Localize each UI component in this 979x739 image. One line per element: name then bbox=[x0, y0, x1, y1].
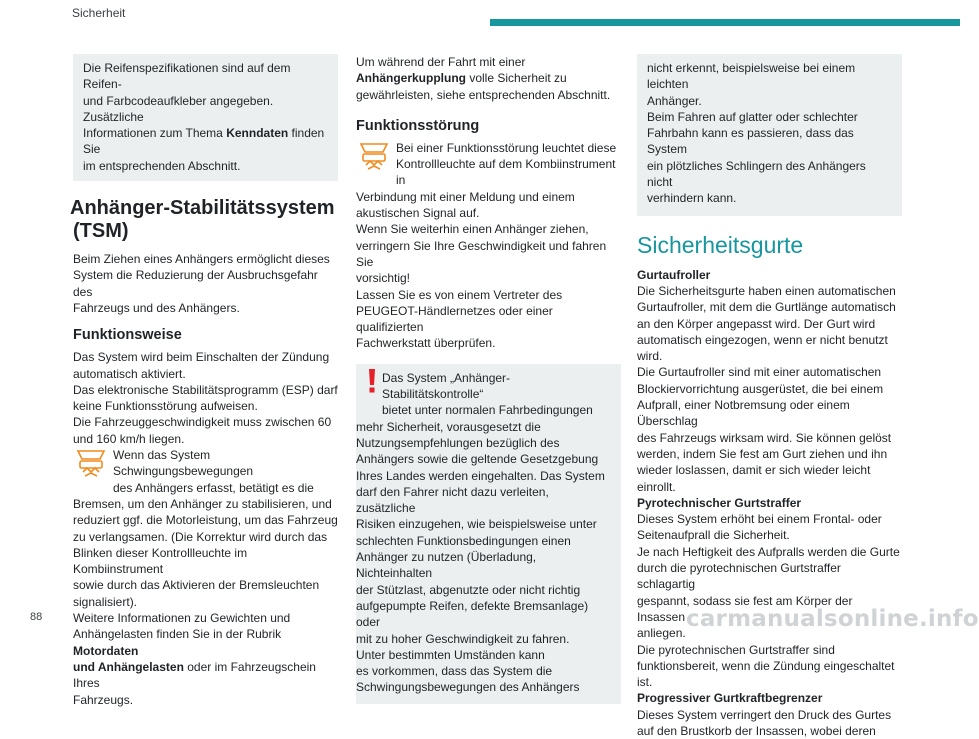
paragraph-line: automatisch aktiviert. bbox=[73, 366, 186, 381]
paragraph-line: akustischen Signal auf. bbox=[356, 206, 480, 221]
paragraph-line: Seitenaufprall die Sicherheit. bbox=[637, 528, 790, 543]
paragraph-line: Je nach Heftigkeit des Aufpralls werden die Gurte bbox=[637, 544, 900, 559]
column-right bbox=[637, 54, 902, 739]
warning-line: Anhängers sowie die geltende Gesetzgebung bbox=[356, 452, 599, 467]
paragraph-line: Weitere Informationen zu Gewichten und bbox=[73, 611, 291, 626]
paragraph-line: signalisiert). bbox=[73, 594, 138, 609]
paragraph-line: automatisch eingezogen, wenn er nicht benutzt wird. bbox=[637, 332, 888, 364]
paragraph-line: Das System wird beim Einschalten der Zündung bbox=[73, 350, 330, 365]
paragraph-line: wieder loslassen, damit er sich wieder leicht einrollt. bbox=[637, 463, 871, 494]
bold-ref: Motordaten bbox=[73, 643, 139, 658]
note-line: Fahrbahn kann es passieren, dass das System bbox=[647, 126, 854, 157]
paragraph-line: vorsichtig! bbox=[356, 271, 411, 286]
note-line: Anhänger. bbox=[647, 93, 702, 108]
paragraph-line: Verbindung mit einer Meldung und einem bbox=[356, 189, 575, 204]
paragraph-line: Aufprall, einer Notbremsung oder einem Überschlag bbox=[637, 398, 850, 429]
paragraph-line: Lassen Sie es von einem Vertreter des bbox=[356, 287, 563, 302]
note-line bbox=[83, 125, 328, 158]
note-bold-ref: Kenndaten bbox=[226, 126, 289, 141]
paragraph-line: Die Gurtaufroller sind mit einer automatischen bbox=[637, 365, 882, 380]
warning-line: schlechten Funktionsbedingungen einen bbox=[356, 533, 571, 548]
subheading-gurtkraftbegrenzer: Progressiver Gurtkraftbegrenzer bbox=[637, 691, 823, 706]
bold-ref: und Anhängelasten bbox=[73, 659, 184, 674]
paragraph-line: Kontrollleuchte auf dem Kombiinstrument in bbox=[396, 157, 616, 188]
paragraph-line: auf den Brustkorb der Insassen, wobei deren bbox=[637, 723, 876, 738]
note-text: finden Sie bbox=[83, 126, 325, 157]
paragraph-line: und 160 km/h liegen. bbox=[73, 431, 185, 446]
subheading-gurtstraffer: Pyrotechnischer Gurtstraffer bbox=[637, 495, 802, 510]
warning-line: Nutzungsempfehlungen bezüglich des bbox=[356, 435, 560, 450]
paragraph-line: Die pyrotechnischen Gurtstraffer sind bbox=[637, 642, 835, 657]
paragraph-line: Gurtaufroller, mit dem die Gurtlänge automatisch bbox=[637, 300, 896, 315]
subheading-gurtaufroller: Gurtaufroller bbox=[637, 267, 711, 282]
paragraph-line: Bremsen, um den Anhänger zu stabilisieren, und bbox=[73, 496, 332, 511]
note-line: nicht erkennt, beispielsweise bei einem leichten bbox=[647, 61, 856, 92]
paragraph-line: Blinken dieser Kontrollleuchte im Kombiinstrument bbox=[73, 545, 248, 577]
note-text: Informationen zum Thema bbox=[83, 126, 227, 141]
text: oder im Fahrzeugschein Ihres bbox=[73, 659, 316, 691]
bold-ref: Anhängerkupplung bbox=[356, 71, 466, 86]
paragraph-line: gespannt, sodass sie fest am Körper der Insassen bbox=[637, 593, 853, 624]
title-line: (TSM) bbox=[73, 220, 129, 243]
paragraph-line: Wenn Sie weiterhin einen Anhänger ziehen, bbox=[356, 222, 589, 237]
paragraph-line: an den Körper angepasst wird. Der Gurt wird bbox=[637, 316, 876, 331]
paragraph-line bbox=[73, 626, 338, 659]
paragraph-line bbox=[356, 70, 621, 86]
paragraph-line: Wenn das System Schwingungsbewegungen bbox=[113, 448, 254, 479]
paragraph-line: Das elektronische Stabilitätsprogramm (ESP) darf bbox=[73, 382, 338, 397]
paragraph-line: Bei einer Funktionsstörung leuchtet diese bbox=[396, 140, 617, 155]
warning-line: darf den Fahrer nicht dazu verleiten, zusätzliche bbox=[356, 484, 549, 516]
paragraph-line: Fachwerkstatt überprüfen. bbox=[356, 336, 496, 351]
note-line: verhindern kann. bbox=[647, 191, 737, 206]
column-middle bbox=[356, 54, 621, 704]
paragraph-line: Dieses System verringert den Druck des Gurtes bbox=[637, 707, 892, 722]
warning-line: mit zu hoher Geschwindigkeit zu fahren. bbox=[356, 631, 570, 646]
warning-line: Schwingungsbewegungen des Anhängers bbox=[356, 680, 580, 695]
paragraph-line: reduziert ggf. die Motorleistung, um das Fahrzeug bbox=[73, 513, 338, 528]
watermark-text: carmanualsonline.info bbox=[686, 606, 979, 632]
note-line: ein plötzliches Schlingern des Anhängers nicht bbox=[647, 158, 866, 190]
paragraph-line: Fahrzeugs. bbox=[73, 692, 134, 707]
warning-line: Das System „Anhänger-Stabilitätskontrolle“ bbox=[382, 370, 511, 402]
paragraph-line: gewährleisten, siehe entsprechenden Abschnitt. bbox=[356, 87, 611, 102]
section-title-sicherheitsgurte: Sicherheitsgurte bbox=[637, 231, 804, 258]
column-left bbox=[70, 54, 338, 708]
paragraph-line: anliegen. bbox=[637, 626, 686, 641]
paragraph-line: durch die pyrotechnischen Gurtstraffer schlagartig bbox=[637, 561, 841, 592]
page-section-title: Sicherheit bbox=[72, 6, 126, 20]
text: volle Sicherheit zu bbox=[466, 71, 567, 86]
section-title-tsm bbox=[70, 197, 338, 243]
fault-indicator-paragraph bbox=[356, 140, 621, 189]
paragraph-line: Um während der Fahrt mit einer bbox=[356, 55, 526, 69]
warning-line: Unter bestimmten Umständen kann bbox=[356, 647, 545, 662]
text: Anhängelasten finden Sie in der Rubrik bbox=[73, 627, 282, 642]
warning-line: mehr Sicherheit, vorausgesetzt die bbox=[356, 419, 541, 434]
warning-line: der Stützlast, abgenutzte oder nicht richtig bbox=[356, 582, 581, 597]
subheading-funktionsstoerung: Funktionsstörung bbox=[356, 117, 480, 134]
paragraph-line: zu verlangsamen. (Die Korrektur wird durch das bbox=[73, 529, 328, 544]
paragraph-line: funktionsbereit, wenn die Zündung eingeschaltet ist. bbox=[637, 658, 895, 690]
paragraph-line: PEUGEOT-Händlernetzes oder einer qualifizierten bbox=[356, 303, 553, 335]
tire-info-note bbox=[73, 54, 338, 181]
header-accent-bar bbox=[490, 19, 960, 26]
page-number: 88 bbox=[30, 611, 43, 623]
warning-line: bietet unter normalen Fahrbedingungen bbox=[382, 403, 593, 418]
paragraph-line: keine Funktionsstörung aufweisen. bbox=[73, 399, 258, 414]
paragraph-line: Beim Ziehen eines Anhängers ermöglicht dieses bbox=[73, 252, 330, 267]
paragraph-line: werden, indem Sie fest am Gurt ziehen und ihn bbox=[637, 446, 888, 461]
paragraph-line: Blockiervorrichtung ausgerüstet, die bei einem bbox=[637, 381, 884, 396]
paragraph-line: System die Reduzierung der Ausbruchsgefahr des bbox=[73, 268, 318, 299]
paragraph-line: Dieses System erhöht bei einem Frontal- oder bbox=[637, 512, 882, 527]
tsm-indicator-paragraph bbox=[73, 447, 338, 496]
note-line: Beim Fahren auf glatter oder schlechter bbox=[647, 109, 858, 124]
paragraph-line bbox=[73, 659, 338, 692]
paragraph-line: sowie durch das Aktivieren der Bremsleuchten bbox=[73, 578, 320, 593]
exclamation-warning-icon bbox=[364, 368, 380, 394]
note-line: Die Reifenspezifikationen sind auf dem Reifen- bbox=[83, 61, 291, 92]
warning-line: Ihres Landes werden eingehalten. Das System bbox=[356, 468, 605, 483]
paragraph-line: des Anhängers erfasst, betätigt es die bbox=[113, 480, 314, 495]
note-line: im entsprechenden Abschnitt. bbox=[83, 158, 241, 173]
title-line: Anhänger-Stabilitätssystem bbox=[70, 197, 335, 220]
note-line: und Farbcodeaufkleber angegeben. Zusätzliche bbox=[83, 93, 274, 124]
paragraph-line: Die Fahrzeuggeschwindigkeit muss zwischen 60 bbox=[73, 415, 332, 430]
paragraph-line: verringern Sie Ihre Geschwindigkeit und fahren Sie bbox=[356, 238, 607, 269]
warning-note-continued bbox=[637, 54, 902, 216]
trailer-sway-warning-icon bbox=[74, 448, 108, 478]
trailer-sway-warning-icon bbox=[357, 141, 391, 171]
warning-note bbox=[356, 364, 621, 704]
warning-line: aufgepumpte Reifen, defekte Bremsanlage) oder bbox=[356, 598, 589, 630]
paragraph-line: des Fahrzeugs wirksam wird. Sie können gelöst bbox=[637, 430, 892, 445]
warning-line: Anhänger zu nutzen (Überladung, Nichteinhalten bbox=[356, 550, 537, 581]
subheading-funktionsweise: Funktionsweise bbox=[73, 327, 182, 344]
warning-line: es vorkommen, dass das System die bbox=[356, 664, 553, 679]
paragraph-line: Fahrzeugs und des Anhängers. bbox=[73, 300, 240, 315]
paragraph-line: Die Sicherheitsgurte haben einen automatischen bbox=[637, 283, 896, 298]
warning-line: Risiken einzugehen, wie beispielsweise unter bbox=[356, 517, 597, 532]
